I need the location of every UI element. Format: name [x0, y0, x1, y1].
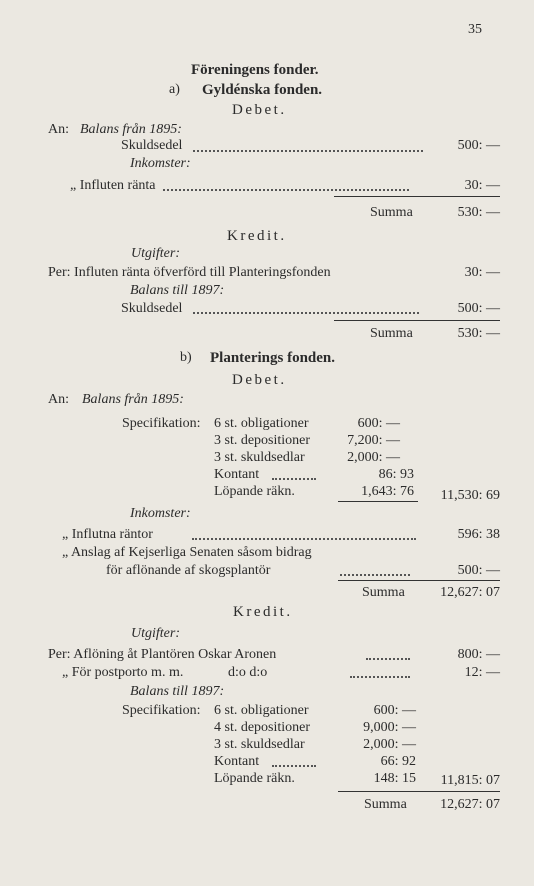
- section-a-label: a): [169, 82, 180, 97]
- dot-leader: [193, 148, 423, 152]
- expense-item: „ För postporto m. m.: [62, 665, 184, 680]
- dot-leader: [193, 310, 419, 314]
- section-b-label: b): [180, 350, 192, 365]
- dot-leader: [272, 763, 316, 767]
- section-b-kredit-balance-label: Balans till 1897:: [130, 684, 225, 699]
- dot-leader: [350, 674, 410, 678]
- section-a-expense-label: Utgifter:: [131, 246, 180, 261]
- section-a-income-item: „ Influten ränta: [70, 178, 156, 193]
- spec-item: 6 st. obligationer: [214, 703, 309, 718]
- section-a-kredit-balance-amount: 500: —: [457, 301, 500, 316]
- section-b-kredit-spec-label: Specifikation:: [122, 703, 201, 718]
- spec-item: Löpande räkn.: [214, 771, 295, 786]
- section-b-debet-spec-label: Specifikation:: [122, 416, 201, 431]
- spec-item: 3 st. depositioner: [214, 433, 311, 448]
- income-item-amount: 596: 38: [457, 527, 500, 542]
- section-b-kredit-summa-label: Summa: [364, 797, 407, 812]
- sum-rule: [334, 320, 500, 321]
- section-b-debet-balance-label: Balans från 1895:: [82, 392, 184, 407]
- dot-leader: [366, 656, 410, 660]
- spec-item-amount: 7,200: —: [347, 433, 400, 448]
- expense-item: Per: Aflöning åt Plantören Oskar Aronen: [48, 647, 277, 662]
- section-a-debet-summa-label: Summa: [370, 205, 413, 220]
- spec-item-amount: 600: —: [357, 416, 400, 431]
- section-a-debet-heading: Debet.: [232, 102, 287, 118]
- spec-item-amount: 2,000: —: [347, 450, 400, 465]
- dot-leader: [192, 536, 416, 540]
- section-b-debet-heading: Debet.: [232, 372, 287, 388]
- section-a-income-amount: 30: —: [464, 178, 500, 193]
- income-item: för aflönande af skogsplantör: [106, 563, 271, 578]
- sum-rule: [334, 196, 500, 197]
- expense-item-amount: 800: —: [457, 647, 500, 662]
- section-b-kredit-heading: Kredit.: [233, 604, 293, 620]
- section-a-income-label: Inkomster:: [130, 156, 191, 171]
- section-a-kredit-item: Per: Influten ränta öfverförd till Planteringsfonden: [48, 265, 331, 280]
- expense-item-mid: d:o d:o: [228, 665, 268, 680]
- section-a-kredit-summa: 530: —: [457, 326, 500, 341]
- section-a-kredit-item-amount: 30: —: [464, 265, 500, 280]
- spec-item-amount: 86: 93: [378, 467, 414, 482]
- page-heading: Föreningens fonder.: [191, 62, 319, 78]
- page-number: 35: [468, 22, 482, 37]
- spec-item: Kontant: [214, 467, 260, 482]
- income-item: „ Anslag af Kejserliga Senaten såsom bidrag: [62, 545, 312, 560]
- spec-item-amount: 148: 15: [373, 771, 416, 786]
- income-item-amount: 500: —: [457, 563, 500, 578]
- section-b-debet-summa: 12,627: 07: [440, 585, 500, 600]
- section-b-kredit-spec-total: 11,815: 07: [440, 773, 500, 788]
- section-b-kredit-summa: 12,627: 07: [440, 797, 500, 812]
- section-b-expense-label: Utgifter:: [131, 626, 180, 641]
- spec-item: 4 st. depositioner: [214, 720, 311, 735]
- section-a-debet-summa: 530: —: [457, 205, 500, 220]
- section-a-title: Gyldénska fonden.: [202, 82, 323, 98]
- spec-item-amount: 600: —: [373, 703, 416, 718]
- expense-item-amount: 12: —: [464, 665, 500, 680]
- section-a-kredit-summa-label: Summa: [370, 326, 413, 341]
- sum-rule: [338, 791, 500, 792]
- sum-rule: [338, 501, 418, 502]
- section-b-debet-spec-total: 11,530: 69: [440, 488, 500, 503]
- spec-item: 6 st. obligationer: [214, 416, 309, 431]
- spec-item-amount: 1,643: 76: [361, 484, 414, 499]
- section-a-debet-balance-label: Balans från 1895:: [80, 122, 182, 137]
- section-b-title: Planterings fonden.: [210, 350, 336, 366]
- dot-leader: [340, 572, 410, 576]
- spec-item: 3 st. skuldsedlar: [214, 737, 305, 752]
- sum-rule: [338, 580, 500, 581]
- section-b-debet-prefix: An:: [48, 392, 69, 407]
- section-a-debet-item-amount: 500: —: [457, 138, 500, 153]
- spec-item-amount: 66: 92: [380, 754, 416, 769]
- spec-item: 3 st. skuldsedlar: [214, 450, 305, 465]
- section-a-kredit-balance-label: Balans till 1897:: [130, 283, 225, 298]
- section-a-debet-prefix: An:: [48, 122, 69, 137]
- section-a-kredit-heading: Kredit.: [227, 228, 287, 244]
- spec-item-amount: 2,000: —: [363, 737, 416, 752]
- section-b-income-label: Inkomster:: [130, 506, 191, 521]
- section-a-debet-item: Skuldsedel: [121, 138, 183, 153]
- dot-leader: [272, 476, 316, 480]
- income-item: „ Influtna räntor: [62, 527, 153, 542]
- spec-item-amount: 9,000: —: [363, 720, 416, 735]
- section-a-kredit-balance-item: Skuldsedel: [121, 301, 183, 316]
- section-b-debet-summa-label: Summa: [362, 585, 405, 600]
- spec-item: Kontant: [214, 754, 260, 769]
- spec-item: Löpande räkn.: [214, 484, 295, 499]
- dot-leader: [163, 187, 409, 191]
